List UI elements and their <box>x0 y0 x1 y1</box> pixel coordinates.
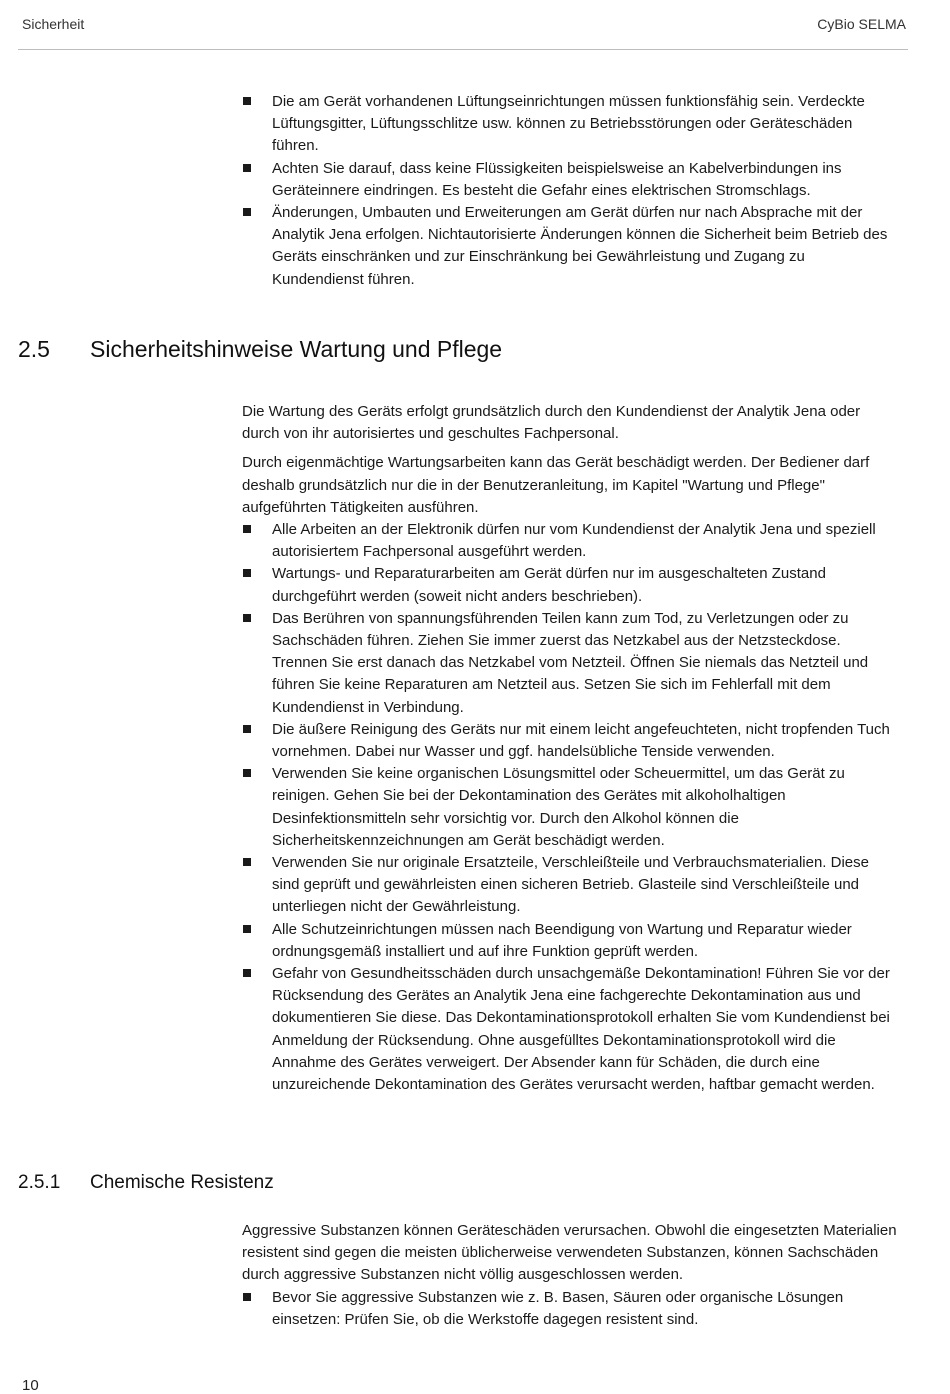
bullet-square-icon <box>243 925 251 933</box>
list-item: Die am Gerät vorhandenen Lüftungseinrichtungen müssen funktionsfähig sein. Verdeckte Lüftungsgitter, Lüftungsschlitze usw. können zu Betriebsstörungen oder Geräteschäden führen. <box>242 91 898 158</box>
bullet-square-icon <box>243 969 251 977</box>
section-title: Chemische Resistenz <box>90 1172 274 1193</box>
list-item: Gefahr von Gesundheitsschäden durch unsachgemäße Dekontamination! Führen Sie vor der Rücksendung des Gerätes an Analytik Jena eine fachgerechte Dekontamination aus und dokumentieren Sie diese. Das Dekontaminationsprotokoll erhalten Sie vom Kundendienst bei Anmeldung der Rücksendung. Ohne ausgefülltes Dekontaminationsprotokoll wird die Annahme des Gerätes verweigert. Der Absender kann für Schäden, die durch eine unzureichende Dekontamination des Gerätes verursacht werden, haftbar gemacht werden. <box>242 963 898 1096</box>
section-2-5-1-body <box>242 1220 898 1331</box>
bullet-square-icon <box>243 725 251 733</box>
list-item: Wartungs- und Reparaturarbeiten am Gerät dürfen nur im ausgeschalteten Zustand durchgeführt werden (soweit nicht anders beschrieben). <box>242 563 898 607</box>
bullet-square-icon <box>243 614 251 622</box>
section-2-5-body <box>242 401 898 1096</box>
maintenance-bullet-list <box>242 519 898 1096</box>
list-item: Achten Sie darauf, dass keine Flüssigkeiten beispielsweise an Kabelverbindungen ins Geräteinnere eindringen. Es besteht die Gefahr eines elektrischen Stromschlags. <box>242 158 898 202</box>
bullet-square-icon <box>243 164 251 172</box>
top-bullet-block <box>242 91 898 291</box>
top-bullet-list <box>242 91 898 291</box>
list-item: Das Berühren von spannungsführenden Teilen kann zum Tod, zu Verletzungen oder zu Sachschäden führen. Ziehen Sie immer zuerst das Netzkabel aus der Netzsteckdose. Trennen Sie erst danach das Netzkabel vom Netzteil. Öffnen Sie niemals das Netzteil und führen Sie keine Reparaturen am Netzteil aus. Setzen Sie sich im Fehlerfall mit dem Kundendienst in Verbindung. <box>242 608 898 719</box>
header-divider <box>18 49 908 50</box>
list-item: Alle Arbeiten an der Elektronik dürfen nur vom Kundendienst der Analytik Jena und speziell autorisiertem Fachpersonal ausgeführt werden. <box>242 519 898 563</box>
section-number: 2.5 <box>18 336 50 362</box>
bullet-square-icon <box>243 1293 251 1301</box>
bullet-square-icon <box>243 97 251 105</box>
paragraph: Durch eigenmächtige Wartungsarbeiten kann das Gerät beschädigt werden. Der Bediener darf deshalb grundsätzlich nur die in der Benutzeranleitung, im Kapitel "Wartung und Pflege" aufgeführten Tätigkeiten ausführen. <box>242 454 870 516</box>
header-section-name: Sicherheit <box>22 16 85 32</box>
list-item: Verwenden Sie nur originale Ersatzteile, Verschleißteile und Verbrauchsmaterialien. Diese sind geprüft und gewährleisten einen sicheren Betrieb. Glasteile sind Verschleißteile und unterliegen nicht der Gewährleistung. <box>242 852 898 919</box>
list-item: Verwenden Sie keine organischen Lösungsmittel oder Scheuermittel, um das Gerät zu reinigen. Gehen Sie bei der Dekontamination des Gerätes mit alkoholhaltigen Desinfektionsmitteln sehr vorsichtig vor. Durch den Alkohol können die Sicherheitskennzeichnungen am Gerät beschädigt werden. <box>242 763 898 852</box>
list-item: Die äußere Reinigung des Geräts nur mit einem leicht angefeuchteten, nicht tropfenden Tuch vornehmen. Dabei nur Wasser und ggf. handelsübliche Tenside verwenden. <box>242 719 898 763</box>
page-header <box>22 16 906 36</box>
paragraph: Aggressive Substanzen können Geräteschäden verursachen. Obwohl die eingesetzten Materialien resistent sind gegen die meisten üblicherweise verwendeten Substanzen, können Sachschäden durch aggressive Substanzen nicht völlig ausgeschlossen werden. <box>242 1222 897 1284</box>
page-number: 10 <box>22 1377 39 1394</box>
bullet-square-icon <box>243 769 251 777</box>
bullet-square-icon <box>243 569 251 577</box>
list-item: Bevor Sie aggressive Substanzen wie z. B. Basen, Säuren oder organische Lösungen einsetzen: Prüfen Sie, ob die Werkstoffe dagegen resistent sind. <box>242 1287 898 1331</box>
section-number: 2.5.1 <box>18 1172 61 1193</box>
bullet-square-icon <box>243 525 251 533</box>
bullet-square-icon <box>243 858 251 866</box>
list-item: Änderungen, Umbauten und Erweiterungen am Gerät dürfen nur nach Absprache mit der Analytik Jena erfolgen. Nichtautorisierte Änderungen können die Sicherheit beim Betrieb des Geräts einschränken und zur Einschränkung bei Gewährleistung und Zugang zu Kundendienst führen. <box>242 202 898 291</box>
paragraph: Die Wartung des Geräts erfolgt grundsätzlich durch den Kundendienst der Analytik Jena oder durch von ihr autorisiertes und geschultes Fachpersonal. <box>242 403 861 443</box>
section-title: Sicherheitshinweise Wartung und Pflege <box>90 336 503 362</box>
resistance-bullet-list <box>242 1287 898 1331</box>
header-product-name: CyBio SELMA <box>817 16 906 32</box>
bullet-square-icon <box>243 208 251 216</box>
list-item: Alle Schutzeinrichtungen müssen nach Beendigung von Wartung und Reparatur wieder ordnungsgemäß installiert und auf ihre Funktion geprüft werden. <box>242 919 898 963</box>
